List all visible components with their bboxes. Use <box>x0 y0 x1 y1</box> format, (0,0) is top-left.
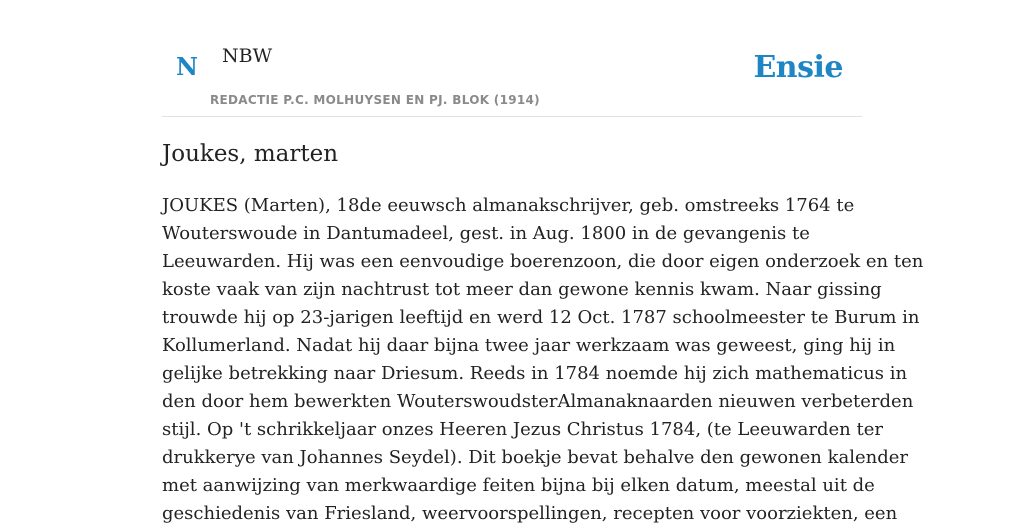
entry-text-line: gelijke betrekking naar Driesum. Reeds in 1784 noemde hij zich mathematicus in <box>162 363 908 384</box>
nbw-logo[interactable]: N <box>176 52 198 81</box>
entry-text-line: geschiedenis van Friesland, weervoorspellingen, recepten voor voorziekten, een <box>162 503 898 524</box>
entry-title: Joukes, marten <box>162 141 339 167</box>
ensie-logo[interactable]: Ensie <box>753 50 843 85</box>
entry-text-line: Leeuwarden. Hij was een eenvoudige boerenzoon, die door eigen onderzoek en ten <box>162 251 924 272</box>
site-header <box>162 0 862 117</box>
entry-text-line: drukkerye van Johannes Seydel). Dit boekje bevat behalve den gewonen kalender <box>162 447 909 468</box>
entry-body <box>162 192 924 528</box>
source-title[interactable]: NBW <box>222 45 273 67</box>
entry-text-line: koste vaak van zijn nachtrust tot meer dan gewone kennis kwam. Naar gissing <box>162 279 882 300</box>
entry-text-line: met aanwijzing van merkwaardige feiten bijna bij elken datum, meestal uit de <box>162 475 875 496</box>
source-subtitle: REDACTIE P.C. MOLHUYSEN EN PJ. BLOK (1914) <box>210 93 540 107</box>
entry-text-line: stijl. Op 't schrikkeljaar onzes Heeren Jezus Christus 1784, (te Leeuwarden ter <box>162 419 883 440</box>
entry-text-line: Kollumerland. Nadat hij daar bijna twee jaar werkzaam was geweest, ging hij in <box>162 335 896 356</box>
entry-text-line: trouwde hij op 23-jarigen leeftijd en werd 12 Oct. 1787 schoolmeester te Burum in <box>162 307 920 328</box>
entry-text-line: Wouterswoude in Dantumadeel, gest. in Aug. 1800 in de gevangenis te <box>162 223 810 244</box>
entry-text-line: JOUKES (Marten), 18de eeuwsch almanakschrijver, geb. omstreeks 1764 te <box>162 195 855 216</box>
entry-text-line: den door hem bewerkten WouterswoudsterAlmanaknaarden nieuwen verbeterden <box>162 391 914 412</box>
